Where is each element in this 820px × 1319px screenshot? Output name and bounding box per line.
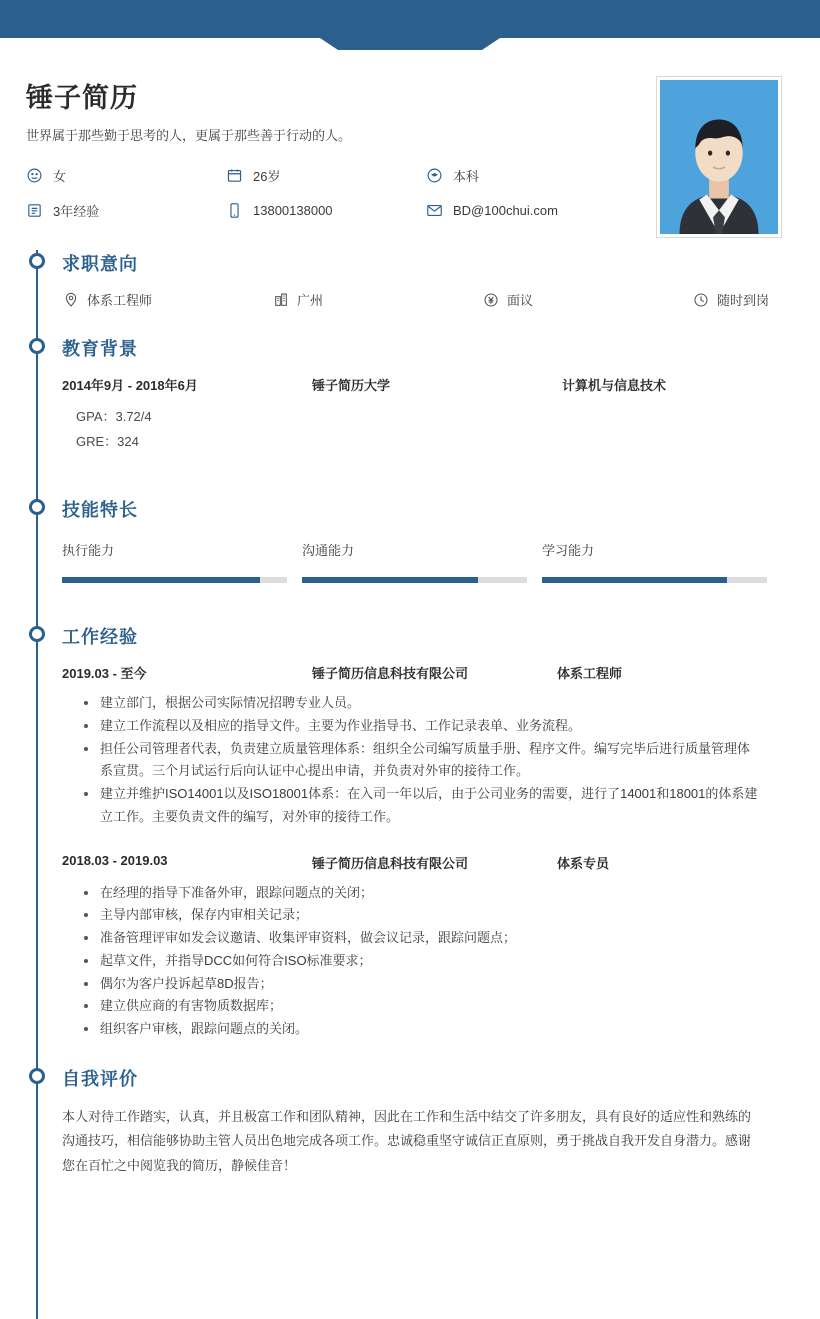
- timeline: [26, 250, 782, 1179]
- section-education: [62, 335, 782, 450]
- top-banner: [0, 0, 820, 38]
- section-title-self-evaluation: 自我评价: [62, 1068, 138, 1089]
- info-value-phone: 13800138000: [253, 203, 333, 218]
- section-job-intent: [62, 250, 782, 309]
- job-header: [62, 853, 782, 872]
- skill-progress-track: [542, 577, 767, 583]
- intent-value-salary: 面议: [507, 293, 534, 308]
- section-work-experience: [62, 623, 782, 1041]
- info-item-education: [426, 166, 626, 185]
- info-value-gender: 女: [53, 169, 67, 184]
- job-role: 体系工程师: [557, 666, 623, 681]
- skill-item: [62, 540, 302, 583]
- job-company: 锤子简历信息科技有限公司: [312, 666, 469, 681]
- info-item-gender: [26, 166, 226, 185]
- calendar-icon: [226, 167, 243, 184]
- intent-item-city: [272, 290, 482, 309]
- list-item: 建立工作流程以及相应的指导文件。主要为作业指导书、工作记录表单、业务流程。: [84, 715, 782, 738]
- self-evaluation-text: 本人对待工作踏实，认真，并且极富工作和团队精神，因此在工作和生活中结交了许多朋友，具有良好的适应性和熟练的沟通技巧，相信能够协助主管人员出色地完成各项工作。忠诚稳重坚守诚信正直原则，勇于挑战自我开发自身潜力。感谢您在百忙之中阅览我的简历，静候佳音！: [62, 1108, 752, 1174]
- info-value-experience: 3年经验: [53, 204, 100, 219]
- intent-value-city: 广州: [297, 293, 324, 308]
- info-value-education: 本科: [453, 169, 480, 184]
- info-item-email: [426, 201, 626, 220]
- salary-icon: [482, 291, 499, 308]
- skill-item: [542, 540, 782, 583]
- clock-icon: [692, 291, 709, 308]
- intent-item-availability: [692, 290, 769, 309]
- skill-item: [302, 540, 542, 583]
- timeline-node-skills: [29, 499, 45, 515]
- basic-info-grid: [26, 166, 626, 236]
- personal-motto: 世界属于那些勤于思考的人，更属于那些善于行动的人。: [26, 128, 352, 143]
- section-title-skills: 技能特长: [62, 500, 138, 520]
- job-header: [62, 663, 782, 682]
- skill-progress-fill: [62, 577, 260, 583]
- section-skills: [62, 496, 782, 583]
- education-date: 2014年9月 - 2018年6月: [62, 378, 198, 393]
- job-date: 2019.03 - 至今: [62, 666, 147, 681]
- section-title-work: 工作经验: [62, 627, 138, 647]
- header-left: [26, 76, 626, 236]
- education-entry: [62, 375, 782, 394]
- intent-item-position: [62, 290, 272, 309]
- position-icon: [62, 291, 79, 308]
- list-item: 在经理的指导下准备外审，跟踪问题点的关闭；: [84, 882, 782, 905]
- list-item: 建立供应商的有害物质数据库；: [84, 995, 782, 1018]
- section-self-evaluation: [62, 1065, 782, 1179]
- city-icon: [272, 291, 289, 308]
- job-company: 锤子简历信息科技有限公司: [312, 855, 469, 871]
- mail-icon: [426, 202, 443, 219]
- info-item-age: [226, 166, 426, 185]
- avatar: [656, 76, 782, 238]
- list-item: 主导内部审核，保存内审相关记录；: [84, 904, 782, 927]
- list-item: 建立部门，根据公司实际情况招聘专业人员。: [84, 692, 782, 715]
- phone-icon: [226, 202, 243, 219]
- education-detail-gpa: GPA：3.72/4: [76, 409, 152, 424]
- job-intent-row: [62, 290, 782, 309]
- skill-progress-track: [62, 577, 287, 583]
- education-detail-gre: GRE：324: [76, 434, 139, 449]
- avatar-image: [660, 80, 778, 234]
- info-value-age: 26岁: [253, 169, 281, 184]
- page-title: 锤子简历: [26, 83, 138, 113]
- skill-label: 执行能力: [62, 543, 115, 558]
- list-item: 担任公司管理者代表，负责建立质量管理体系：组织全公司编写质量手册、程序文件。编写完毕后进行质量管理体系宣贯。三个月试运行后向认证中心提出申请，并负责对外审的接待工作。: [84, 738, 782, 784]
- skill-label: 学习能力: [542, 543, 595, 558]
- intent-value-availability: 随时到岗: [717, 293, 770, 308]
- job-date: 2018.03 - 2019.03: [62, 852, 168, 868]
- job-role: 体系专员: [557, 855, 610, 871]
- list-item: 偶尔为客户投诉起草8D报告；: [84, 973, 782, 996]
- gender-icon: [26, 167, 43, 184]
- skills-list: [62, 540, 782, 583]
- info-value-email: BD@100chui.com: [453, 203, 558, 218]
- job-duties: [62, 692, 782, 829]
- list-item: 建立并维护ISO14001以及ISO18001体系：在入司一年以后，由于公司业务的需要，进行了14001和18001的体系建立工作。主要负责文件的编写，对外审的接待工作。: [84, 783, 782, 829]
- job-duties: [62, 882, 782, 1041]
- experience-icon: [26, 202, 43, 219]
- skill-progress-fill: [542, 577, 727, 583]
- timeline-node-self-evaluation: [29, 1068, 45, 1084]
- timeline-node-job-intent: [29, 253, 45, 269]
- info-item-experience: [26, 201, 226, 220]
- resume-header: [26, 76, 782, 238]
- education-icon: [426, 167, 443, 184]
- education-school: 锤子简历大学: [312, 378, 391, 393]
- list-item: 组织客户审核，跟踪问题点的关闭。: [84, 1018, 782, 1041]
- timeline-node-education: [29, 338, 45, 354]
- section-title-education: 教育背景: [62, 339, 138, 359]
- spacer-education-skills: [62, 456, 782, 496]
- list-item: 起草文件，并指导DCC如何符合ISO标准要求；: [84, 950, 782, 973]
- skill-progress-fill: [302, 577, 478, 583]
- intent-item-salary: [482, 290, 692, 309]
- list-item: 准备管理评审如发会议邀请、收集评审资料，做会议记录，跟踪问题点；: [84, 927, 782, 950]
- education-major: 计算机与信息技术: [562, 378, 667, 393]
- timeline-node-work: [29, 626, 45, 642]
- section-title-job-intent: 求职意向: [62, 254, 138, 274]
- resume-page: [0, 38, 820, 1185]
- intent-value-position: 体系工程师: [87, 293, 153, 308]
- skill-progress-track: [302, 577, 527, 583]
- info-item-phone: [226, 201, 426, 220]
- skill-label: 沟通能力: [302, 543, 355, 558]
